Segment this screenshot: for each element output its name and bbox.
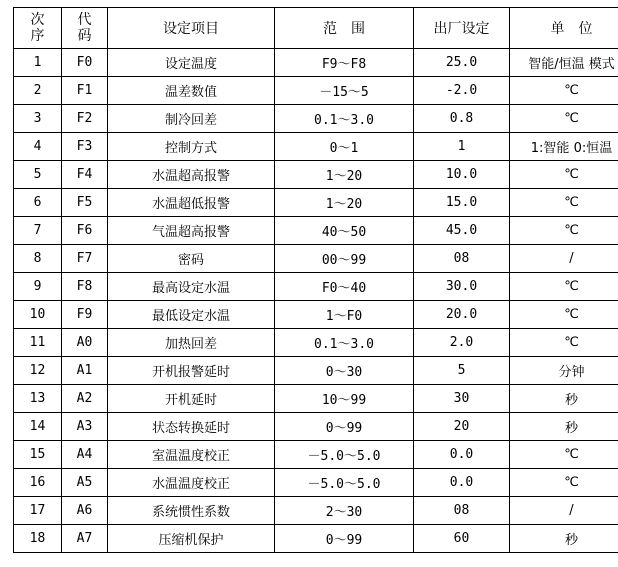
cell-index: 9 xyxy=(14,273,62,301)
cell-unit: 智能/恒温 模式 xyxy=(510,49,618,77)
cell-index: 3 xyxy=(14,105,62,133)
cell-default: 30 xyxy=(414,385,510,413)
cell-item: 最低设定水温 xyxy=(108,301,275,329)
cell-unit: ℃ xyxy=(510,273,618,301)
cell-default: 5 xyxy=(414,357,510,385)
cell-item: 状态转换延时 xyxy=(108,413,275,441)
cell-unit: ℃ xyxy=(510,469,618,497)
cell-index: 11 xyxy=(14,329,62,357)
header-code xyxy=(62,8,108,49)
cell-range: F9～F8 xyxy=(275,49,414,77)
cell-code: A2 xyxy=(62,385,108,413)
cell-range: 0.1～3.0 xyxy=(275,105,414,133)
cell-item: 密码 xyxy=(108,245,275,273)
cell-unit: 1:智能 0:恒温 xyxy=(510,133,618,161)
cell-range: F0～40 xyxy=(275,273,414,301)
cell-range: 0～99 xyxy=(275,525,414,553)
header-index-line-1: 次 xyxy=(30,12,45,28)
table-row xyxy=(14,441,618,469)
header-row xyxy=(14,8,618,49)
cell-index: 5 xyxy=(14,161,62,189)
cell-item: 系统惯性系数 xyxy=(108,497,275,525)
cell-default: 10.0 xyxy=(414,161,510,189)
cell-code: F2 xyxy=(62,105,108,133)
cell-code: F8 xyxy=(62,273,108,301)
cell-index: 2 xyxy=(14,77,62,105)
header-code-line-2: 码 xyxy=(77,28,92,44)
cell-default: 2.0 xyxy=(414,329,510,357)
cell-unit: ℃ xyxy=(510,189,618,217)
cell-default: 30.0 xyxy=(414,273,510,301)
parameter-table xyxy=(13,7,618,553)
cell-range: －15～5 xyxy=(275,77,414,105)
table-row xyxy=(14,385,618,413)
header-index-line-2: 序 xyxy=(30,28,45,44)
cell-index: 15 xyxy=(14,441,62,469)
table-body xyxy=(14,49,618,553)
header-code-line-1: 代 xyxy=(77,12,92,28)
cell-code: A4 xyxy=(62,441,108,469)
cell-code: A1 xyxy=(62,357,108,385)
cell-item: 制冷回差 xyxy=(108,105,275,133)
cell-index: 10 xyxy=(14,301,62,329)
table-row xyxy=(14,301,618,329)
cell-item: 水温超低报警 xyxy=(108,189,275,217)
cell-default: 45.0 xyxy=(414,217,510,245)
cell-range: 2～30 xyxy=(275,497,414,525)
cell-index: 16 xyxy=(14,469,62,497)
table-row xyxy=(14,413,618,441)
table-row xyxy=(14,217,618,245)
cell-default: 0.0 xyxy=(414,469,510,497)
cell-unit: / xyxy=(510,497,618,525)
cell-unit: 秒 xyxy=(510,385,618,413)
cell-range: 0～99 xyxy=(275,413,414,441)
cell-unit: ℃ xyxy=(510,77,618,105)
cell-range: 1～20 xyxy=(275,189,414,217)
cell-unit: ℃ xyxy=(510,301,618,329)
cell-code: F1 xyxy=(62,77,108,105)
table-row xyxy=(14,77,618,105)
cell-default: 60 xyxy=(414,525,510,553)
cell-unit: 秒 xyxy=(510,413,618,441)
cell-unit: ℃ xyxy=(510,105,618,133)
cell-range: 0～30 xyxy=(275,357,414,385)
cell-unit: 秒 xyxy=(510,525,618,553)
cell-unit: / xyxy=(510,245,618,273)
cell-code: A0 xyxy=(62,329,108,357)
header-range: 范 围 xyxy=(275,8,414,49)
cell-default: 0.0 xyxy=(414,441,510,469)
cell-code: F6 xyxy=(62,217,108,245)
table-row xyxy=(14,245,618,273)
cell-index: 7 xyxy=(14,217,62,245)
cell-item: 最高设定水温 xyxy=(108,273,275,301)
cell-range: 1～20 xyxy=(275,161,414,189)
cell-unit: ℃ xyxy=(510,217,618,245)
cell-index: 12 xyxy=(14,357,62,385)
cell-code: F7 xyxy=(62,245,108,273)
cell-default: 1 xyxy=(414,133,510,161)
cell-code: F0 xyxy=(62,49,108,77)
cell-default: 20 xyxy=(414,413,510,441)
header-index xyxy=(14,8,62,49)
cell-index: 18 xyxy=(14,525,62,553)
cell-code: A3 xyxy=(62,413,108,441)
cell-code: F4 xyxy=(62,161,108,189)
table-row xyxy=(14,273,618,301)
cell-default: 08 xyxy=(414,497,510,525)
cell-index: 14 xyxy=(14,413,62,441)
cell-item: 水温超高报警 xyxy=(108,161,275,189)
cell-index: 1 xyxy=(14,49,62,77)
cell-index: 6 xyxy=(14,189,62,217)
table-row xyxy=(14,105,618,133)
cell-default: -2.0 xyxy=(414,77,510,105)
cell-index: 13 xyxy=(14,385,62,413)
cell-item: 气温超高报警 xyxy=(108,217,275,245)
cell-index: 8 xyxy=(14,245,62,273)
cell-item: 水温温度校正 xyxy=(108,469,275,497)
cell-range: 00～99 xyxy=(275,245,414,273)
cell-default: 20.0 xyxy=(414,301,510,329)
cell-default: 0.8 xyxy=(414,105,510,133)
table-row xyxy=(14,497,618,525)
table-row xyxy=(14,357,618,385)
header-unit: 单 位 xyxy=(510,8,618,49)
cell-range: 1～F0 xyxy=(275,301,414,329)
cell-index: 4 xyxy=(14,133,62,161)
cell-range: 40～50 xyxy=(275,217,414,245)
cell-item: 开机报警延时 xyxy=(108,357,275,385)
cell-index: 17 xyxy=(14,497,62,525)
table-row xyxy=(14,329,618,357)
cell-unit: 分钟 xyxy=(510,357,618,385)
cell-default: 25.0 xyxy=(414,49,510,77)
cell-item: 温差数值 xyxy=(108,77,275,105)
cell-item: 控制方式 xyxy=(108,133,275,161)
table-row xyxy=(14,49,618,77)
cell-default: 15.0 xyxy=(414,189,510,217)
cell-range: 0～1 xyxy=(275,133,414,161)
cell-item: 室温温度校正 xyxy=(108,441,275,469)
cell-range: －5.0～5.0 xyxy=(275,469,414,497)
cell-code: A7 xyxy=(62,525,108,553)
parameter-table-container xyxy=(13,7,618,553)
cell-default: 08 xyxy=(414,245,510,273)
table-row xyxy=(14,133,618,161)
table-row xyxy=(14,161,618,189)
cell-code: A6 xyxy=(62,497,108,525)
cell-range: －5.0～5.0 xyxy=(275,441,414,469)
cell-item: 加热回差 xyxy=(108,329,275,357)
cell-unit: ℃ xyxy=(510,329,618,357)
cell-unit: ℃ xyxy=(510,441,618,469)
table-row xyxy=(14,469,618,497)
cell-code: F9 xyxy=(62,301,108,329)
cell-range: 0.1～3.0 xyxy=(275,329,414,357)
header-item: 设定项目 xyxy=(108,8,275,49)
cell-unit: ℃ xyxy=(510,161,618,189)
cell-code: F3 xyxy=(62,133,108,161)
cell-item: 开机延时 xyxy=(108,385,275,413)
header-default: 出厂设定 xyxy=(414,8,510,49)
cell-item: 设定温度 xyxy=(108,49,275,77)
table-row xyxy=(14,525,618,553)
cell-range: 10～99 xyxy=(275,385,414,413)
cell-code: F5 xyxy=(62,189,108,217)
cell-code: A5 xyxy=(62,469,108,497)
cell-item: 压缩机保护 xyxy=(108,525,275,553)
table-row xyxy=(14,189,618,217)
